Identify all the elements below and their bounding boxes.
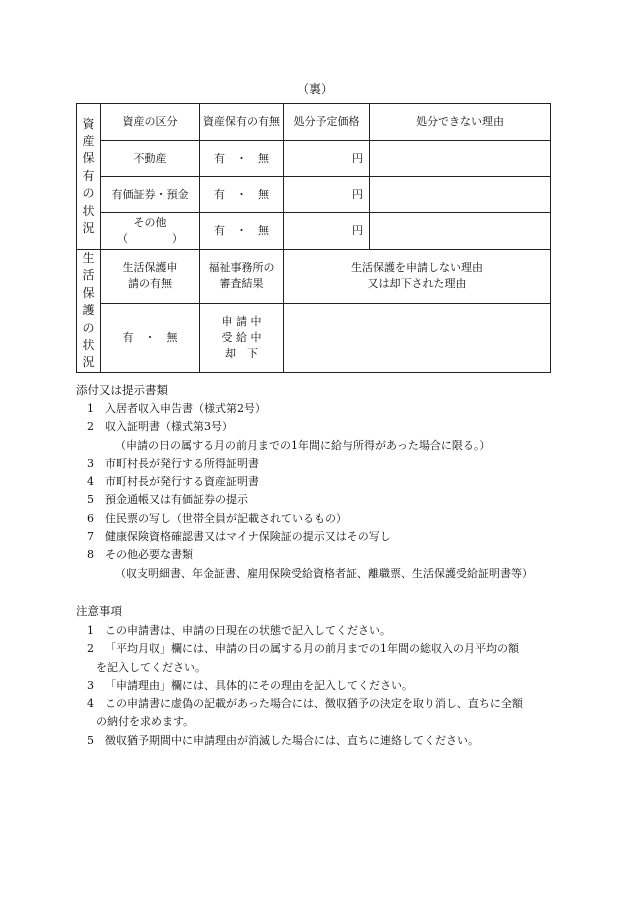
attachment-item: 7 健康保険資格確認書又はマイナ保険証の提示又はその写し [87, 530, 391, 544]
welfare-application-value[interactable]: 有 ・ 無 [101, 303, 200, 372]
row-securities-category: 有価証券・預金 [101, 177, 200, 213]
attachment-item: 3 市町村長が発行する所得証明書 [87, 456, 259, 470]
header-welfare-review-line1: 福祉事務所の [208, 261, 275, 275]
row-real-estate-price[interactable]: 円 [284, 141, 370, 177]
row-other-ownership[interactable]: 有 ・ 無 [200, 213, 284, 250]
row-securities-ownership[interactable]: 有 ・ 無 [200, 177, 284, 213]
welfare-reason-field[interactable] [284, 303, 551, 372]
attachment-item: 8 その他必要な書類 [87, 548, 193, 562]
attachment-item: 5 預金通帳又は有価証券の提示 [87, 493, 248, 507]
attachment-item: 2 収入証明書（様式第3号） [87, 420, 233, 434]
header-welfare-reason-line2: 又は却下された理由 [367, 277, 467, 291]
header-asset-category: 資産の区分 [101, 104, 200, 141]
header-asset-ownership: 資産保有の有無 [200, 104, 284, 141]
row-real-estate-ownership[interactable]: 有 ・ 無 [200, 141, 284, 177]
attachment-item-note: （申請の日の属する月の前月までの1年間に給与所得があった場合に限る。） [115, 438, 491, 452]
notes-title: 注意事項 [76, 604, 122, 618]
header-welfare-application-line1: 生活保護申 [122, 261, 178, 275]
notes-list [76, 622, 566, 750]
row-real-estate-category: 不動産 [101, 141, 200, 177]
row-real-estate-reason[interactable] [370, 141, 551, 177]
header-welfare-application [101, 250, 200, 304]
attachment-item: 1 入居者収入申告書（様式第2号） [87, 402, 266, 415]
note-item: 4 この申請書に虚偽の記載があった場合には、徴収猶予の決定を取り消し、直ちに全額 [87, 697, 523, 711]
header-welfare-review [200, 250, 284, 304]
header-welfare-reason [284, 250, 551, 304]
attachment-item-note: （収支明細書、年金証書、雇用保険受給資格者証、離職票、生活保護受給証明書等） [115, 566, 533, 580]
row-securities-price[interactable]: 円 [284, 177, 370, 213]
row-other-reason[interactable] [370, 213, 551, 250]
page-side-mark: （裏） [296, 82, 333, 96]
row-other-category [101, 213, 200, 250]
attachment-item: 4 市町村長が発行する資産証明書 [87, 475, 259, 489]
header-welfare-application-line2: 請の有無 [128, 277, 172, 291]
row-securities-reason[interactable] [370, 177, 551, 213]
attachments-list [76, 400, 566, 583]
asset-section-label-text: 資 産 保 有 の 状 況 [82, 116, 95, 235]
welfare-status-rejected: 却 下 [225, 346, 258, 360]
attachment-item: 6 住民票の写し（世帯全員が記載されているもの） [87, 511, 347, 525]
note-item-continued: を記入してください。 [96, 660, 206, 674]
row-other-price[interactable]: 円 [284, 213, 370, 250]
row-other-category-blank[interactable]: （ ） [117, 232, 183, 245]
header-welfare-review-line2: 審査結果 [219, 277, 264, 291]
row-other-category-label: その他 [133, 216, 167, 230]
welfare-review-result[interactable] [200, 303, 284, 372]
note-item: 3 「申請理由」欄には、具体的にその理由を記入してください。 [87, 678, 413, 692]
note-item: 5 徴収猶予期間中に申請理由が消滅した場合には、直ちに連絡してください。 [87, 733, 479, 747]
note-item-continued: の納付を求めます。 [96, 715, 195, 729]
asset-welfare-table [76, 103, 551, 373]
asset-section-label [77, 104, 101, 250]
note-item: 1 この申請書は、申請の日現在の状態で記入してください。 [87, 624, 391, 637]
note-item: 2 「平均月収」欄には、申請の日の属する月の前月までの1年間の総収入の月平均の額 [87, 642, 519, 656]
header-welfare-reason-line1: 生活保護を申請しない理由 [351, 261, 483, 275]
welfare-section-label-text: 生 活 保 護 の 状 況 [82, 251, 95, 370]
header-planned-price: 処分予定価格 [284, 104, 370, 141]
attachments-title: 添付又は提示書類 [76, 383, 168, 397]
welfare-status-applying: 申 請 中 [221, 314, 262, 328]
welfare-section-label [77, 250, 101, 373]
welfare-status-receiving: 受 給 中 [221, 330, 262, 344]
header-reason: 処分できない理由 [370, 104, 551, 141]
